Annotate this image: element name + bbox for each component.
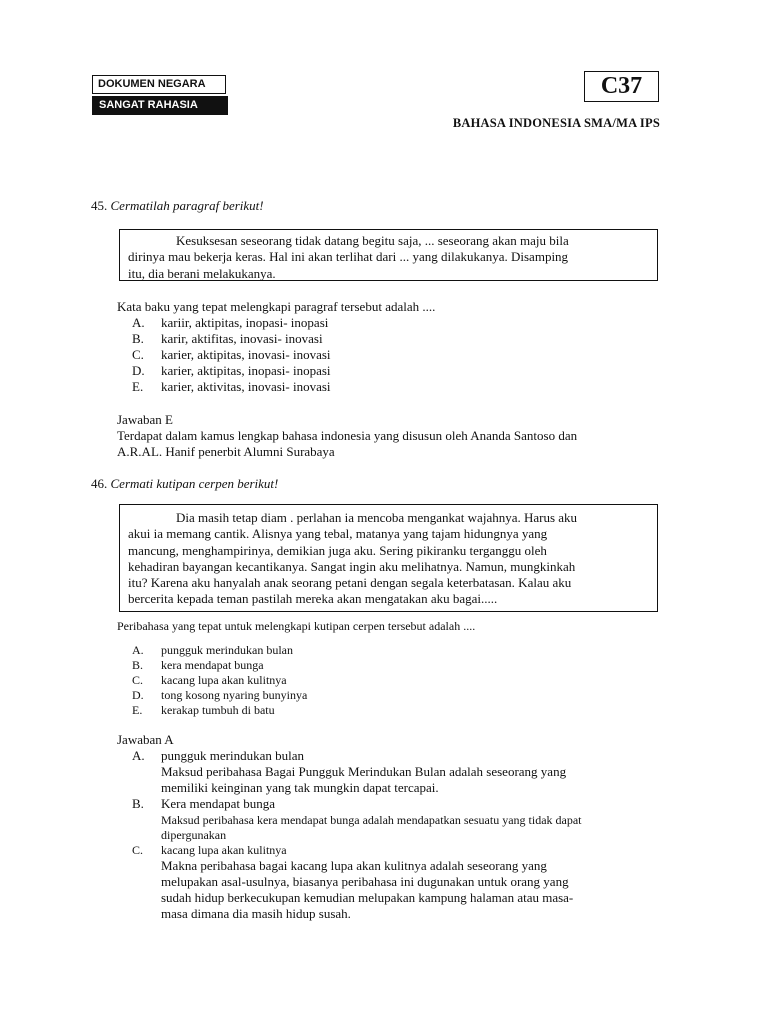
passage-line: itu? Karena aku hanyalah anak seorang petani dengan segala keterbatasan. Kalau aku bbox=[128, 575, 572, 591]
passage-box-46 bbox=[119, 504, 658, 612]
question-46-header bbox=[91, 476, 278, 492]
explanation-letter: B. bbox=[132, 796, 144, 811]
question-number: 45. bbox=[91, 198, 108, 213]
option-letter: C. bbox=[132, 673, 144, 687]
explanation-line: dipergunakan bbox=[161, 828, 227, 842]
explanation-b bbox=[132, 796, 672, 842]
option-letter: E. bbox=[132, 703, 143, 717]
option-letter: B. bbox=[132, 658, 144, 672]
option-text: kacang lupa akan kulitnya bbox=[161, 673, 287, 687]
explanation-line: sudah hidup berkecukupan kemudian melupakan kampung halaman atau masa- bbox=[161, 890, 574, 905]
option-text: kariir, aktipitas, inopasi- inopasi bbox=[161, 315, 329, 330]
explanation-title: kacang lupa akan kulitnya bbox=[161, 843, 287, 857]
question-45-text: Kata baku yang tepat melengkapi paragraf tersebut adalah .... bbox=[117, 299, 436, 314]
answer-46: Jawaban A bbox=[117, 732, 174, 747]
explanation-line: Maksud peribahasa kera mendapat bunga adalah mendapatkan sesuatu yang tidak dapat bbox=[161, 813, 582, 827]
question-46-text: Peribahasa yang tepat untuk melengkapi kutipan cerpen tersebut adalah .... bbox=[117, 619, 476, 633]
option-text: karier, aktipitas, inovasi- inovasi bbox=[161, 347, 331, 362]
document-classification-label: DOKUMEN NEGARA bbox=[92, 75, 226, 94]
options-45 bbox=[132, 315, 532, 399]
explanation-title: Kera mendapat bunga bbox=[161, 796, 276, 811]
option-letter: A. bbox=[132, 643, 144, 657]
explanation-title: pungguk merindukan bulan bbox=[161, 748, 304, 763]
subject-title: BAHASA INDONESIA SMA/MA IPS bbox=[452, 116, 660, 130]
option-letter: E. bbox=[132, 379, 144, 394]
passage-line: itu, dia berani melakukanya. bbox=[128, 265, 276, 281]
option-text: kera mendapat bunga bbox=[161, 658, 264, 672]
option-letter: A. bbox=[132, 315, 145, 330]
explanation-line: Makna peribahasa bagai kacang lupa akan kulitnya adalah seseorang yang bbox=[161, 858, 547, 873]
option-text: karier, aktipitas, inopasi- inopasi bbox=[161, 363, 331, 378]
question-number: 46. bbox=[91, 476, 108, 491]
explanation-line: A.R.AL. Hanif penerbit Alumni Surabaya bbox=[117, 444, 335, 459]
passage-line: mancung, menghampirinya, demikian juga aku. Sering pikiranku terganggu oleh bbox=[128, 542, 547, 558]
explanation-line: melupakan asal-usulnya, biasanya peribahasa ini dugunakan untuk orang yang bbox=[161, 874, 569, 889]
secrecy-label: SANGAT RAHASIA bbox=[92, 96, 228, 115]
option-letter: B. bbox=[132, 331, 144, 346]
explanation-letter: A. bbox=[132, 748, 145, 763]
explanation-line: Terdapat dalam kamus lengkap bahasa indonesia yang disusun oleh Ananda Santoso dan bbox=[117, 428, 578, 443]
option-text: kerakap tumbuh di batu bbox=[161, 703, 275, 717]
explanation-a bbox=[132, 748, 672, 798]
exam-code: C37 bbox=[584, 71, 659, 102]
passage-line: akui ia memang cantik. Alisnya yang tebal, matanya yang tajam hidungnya yang bbox=[128, 526, 548, 542]
explanation-c bbox=[132, 843, 672, 927]
option-text: karir, aktifitas, inovasi- inovasi bbox=[161, 331, 323, 346]
question-45-header bbox=[91, 198, 264, 214]
option-letter: D. bbox=[132, 363, 145, 378]
question-instruction: Cermati kutipan cerpen berikut! bbox=[110, 476, 279, 491]
explanation-letter: C. bbox=[132, 843, 144, 857]
explanation-line: memiliki keinginan yang tak mungkin dapat tercapai. bbox=[161, 780, 439, 795]
option-letter: C. bbox=[132, 347, 144, 362]
passage-line: bercerita kepada teman pastilah mereka akan mengatakan aku bagai..... bbox=[128, 591, 498, 607]
explanation-line: masa dimana dia masih hidup susah. bbox=[161, 906, 351, 921]
answer-45: Jawaban E bbox=[117, 412, 173, 427]
passage-line: Dia masih tetap diam . perlahan ia mencoba mengankat wajahnya. Harus aku bbox=[176, 510, 578, 525]
option-text: tong kosong nyaring bunyinya bbox=[161, 688, 308, 702]
option-text: karier, aktivitas, inovasi- inovasi bbox=[161, 379, 331, 394]
passage-line: kehadiran bayangan kecantikanya. Sangat ingin aku melihatnya. Namun, mungkinkah bbox=[128, 558, 576, 574]
question-instruction: Cermatilah paragraf berikut! bbox=[110, 198, 264, 213]
explanation-line: Maksud peribahasa Bagai Pungguk Merindukan Bulan adalah seseorang yang bbox=[161, 764, 567, 779]
options-46 bbox=[132, 643, 532, 719]
passage-line: Kesuksesan seseorang tidak datang begitu saja, ... seseorang akan maju bila bbox=[176, 233, 569, 248]
passage-line: dirinya mau bekerja keras. Hal ini akan terlihat dari ... yang dilakukanya. Disamping bbox=[128, 249, 569, 265]
option-text: pungguk merindukan bulan bbox=[161, 643, 293, 657]
option-letter: D. bbox=[132, 688, 144, 702]
passage-box-45 bbox=[119, 229, 658, 281]
